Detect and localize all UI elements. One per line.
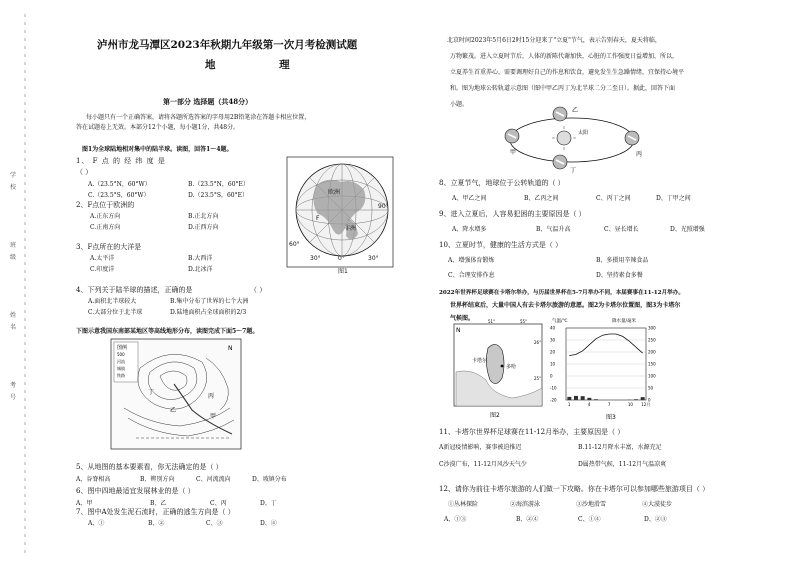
label-ding: 丁 xyxy=(148,389,155,396)
fig1-caption: 图1 xyxy=(338,268,348,274)
chart-temp-title: 气温/℃ xyxy=(552,319,568,324)
q11-option-d[interactable]: D属热带气候，11-12月气温凉爽 xyxy=(578,461,667,468)
temp-tick-label: -20 xyxy=(550,397,557,403)
precip-bar-3 xyxy=(581,396,585,400)
part1-heading: 第一部分 选择题（共48分） xyxy=(163,97,253,106)
q12-item: ①丛林探险 xyxy=(448,501,479,508)
q5-option-d[interactable]: D、坡镇分布 xyxy=(252,476,287,483)
q8-option-d[interactable]: D、丁甲之间 xyxy=(656,195,691,202)
fig2-qatar: 卡塔尔 xyxy=(472,358,488,364)
month-tick-label: 1 xyxy=(567,402,571,407)
q9-option-a[interactable]: A、降水增多 xyxy=(452,226,487,233)
fig2-lat-25: 25° xyxy=(534,376,542,381)
legend-title: 图例 xyxy=(117,345,128,351)
doha-dot xyxy=(501,365,504,368)
q2-option-a[interactable]: A.正东方向 xyxy=(90,213,121,220)
q11-option-a[interactable]: A新冠疫情影响，赛事被迫推迟 xyxy=(439,444,522,451)
label-jia: 甲 xyxy=(210,413,217,420)
binding-char: 名 xyxy=(10,324,17,331)
q11-option-c[interactable]: C沙漠广布，11-12月风沙天气少 xyxy=(439,461,527,468)
q8-option-a[interactable]: A、甲乙之间 xyxy=(452,195,487,202)
sun xyxy=(557,131,571,145)
q9-option-b[interactable]: B、气温升高 xyxy=(536,226,571,233)
precip-tick-label: 0 xyxy=(648,397,651,403)
q4-stem: 4、下列关于陆半球的描述，正确的是 xyxy=(76,286,193,294)
label-60: 60° xyxy=(289,241,300,248)
orbit-label-jia: 甲 xyxy=(510,149,517,156)
q12-item: ③沙地滑雪 xyxy=(576,501,607,508)
binding-char: 级 xyxy=(10,254,17,261)
chart-ticks-right xyxy=(648,326,656,403)
q2-option-d[interactable]: D.正西方向 xyxy=(188,224,219,231)
precip-tick-label: 150 xyxy=(648,361,656,367)
binding-char: 校 xyxy=(10,184,17,191)
precip-bar-11 xyxy=(634,399,638,400)
binding-dash-line xyxy=(22,14,28,554)
label-30: 30° xyxy=(310,255,321,262)
q2-option-c[interactable]: C.正南方向 xyxy=(90,224,121,231)
q6-option-d[interactable]: D、丁 xyxy=(260,500,277,507)
q12-item: ④大漠徒步 xyxy=(642,501,673,508)
q1-option-a[interactable]: A.（23.5°N，60°W） xyxy=(88,181,151,188)
q6-stem: 6、图中四地最适宜发展林业的是（ ） xyxy=(76,487,195,495)
fig2-north: N xyxy=(456,327,461,334)
instructions-line: 每小题只有一个正确答案，请将各题所选答案的字母用2B铅笔涂在答题卡相应位置， xyxy=(86,114,311,121)
q11-option-b[interactable]: B.11-12月降水丰富，水源充足 xyxy=(578,444,662,451)
orbit-label-ding: 丁 xyxy=(570,167,577,174)
precip-tick-label: 250 xyxy=(648,337,656,343)
label-0: 0° xyxy=(338,255,345,262)
orbit-label-bing: 丙 xyxy=(636,151,643,158)
label-90: 90° xyxy=(378,203,389,210)
label-europe: 洲 xyxy=(334,189,341,196)
q10-stem: 10、立夏时节，健康的生活方式是（ ） xyxy=(439,241,563,249)
q6-option-a[interactable]: A、甲 xyxy=(76,500,93,507)
chart-grid xyxy=(566,328,646,400)
chart-bars xyxy=(567,396,644,400)
q7-option-d[interactable]: D、④ xyxy=(260,520,277,527)
orbit-label-yi: 乙 xyxy=(572,107,579,114)
page-title: 泸州市龙马潭区2023年秋期九年级第一次月考检测试题 xyxy=(97,39,358,51)
contour-map xyxy=(110,338,242,450)
legend-rail: 铁路 xyxy=(117,373,125,378)
passage1-line: 和。图为地球公转轨道示意图（图中甲乙丙丁为北半球二分二至日）。据此，回答下面 xyxy=(450,85,676,92)
q6-option-b[interactable]: B、乙 xyxy=(150,500,167,507)
q3-stem: 3、F点所在的大洋是 xyxy=(76,243,142,251)
q3-option-a[interactable]: A.太平洋 xyxy=(90,255,115,262)
q11-stem: 11、卡塔尔世界杯足球赛在11-12月举办，主要原因是（ ） xyxy=(439,428,625,436)
q8-option-b[interactable]: B、乙丙之间 xyxy=(524,195,559,202)
month-tick-label: 10 xyxy=(627,402,633,407)
q6-option-c[interactable]: C、丙 xyxy=(210,500,227,507)
fig1-intro: 图1为全球陆地相对集中的陆半球。读图，回答1～4题。 xyxy=(82,146,233,153)
fig1-globe xyxy=(286,156,394,274)
chart-ticks-x xyxy=(568,401,650,407)
q2-stem: 2、F点位于欧洲的 xyxy=(76,201,135,209)
q10-option-a[interactable]: A、增强体育锻炼 xyxy=(448,257,495,264)
instructions-line: 答在试题卷上无效。本部分12个小题，每小题1分，共48分。 xyxy=(76,124,240,131)
label-bing: 丙 xyxy=(208,393,215,400)
q5-option-a[interactable]: A、谷脊相高 xyxy=(76,476,111,483)
fig2-lat-26: 26° xyxy=(534,340,542,345)
precip-tick-label: 200 xyxy=(648,349,656,355)
legend-500: 500 xyxy=(117,352,125,357)
binding-char: 姓 xyxy=(10,312,17,319)
q8-option-c[interactable]: C、丙丁之间 xyxy=(596,195,631,202)
passage1-line: 小题。 xyxy=(450,101,469,108)
legend-town: 城镇 xyxy=(117,366,125,371)
q5-option-b[interactable]: B、辨别方向 xyxy=(140,476,175,483)
passage2-line: 世界杯结束后，大量中国人有去卡塔尔旅游的意愿。图2为卡塔尔位置图，图3为卡塔尔 xyxy=(450,302,681,309)
fig3-climate-chart xyxy=(548,316,666,420)
subject-title: 地 理 xyxy=(205,59,320,71)
q4-paren: （ ） xyxy=(250,286,267,294)
q8-stem: 8、立夏节气，地球位于公转轨道的（ ） xyxy=(439,179,565,187)
earth-positions xyxy=(505,107,639,169)
label-africa: 洲 xyxy=(350,225,357,232)
label-30e: 30° xyxy=(368,255,379,262)
q1-option-b[interactable]: B.（23.5°N，60°E） xyxy=(188,181,249,188)
q10-option-d[interactable]: D、坚持素食多餐 xyxy=(596,272,643,279)
q12-option-d[interactable]: D、②③ xyxy=(644,516,667,523)
fig2-lon-55: 55° xyxy=(520,319,528,324)
sun-label: 太阳 xyxy=(578,130,589,136)
q4-option-c[interactable]: C.大部分位于北半球 xyxy=(88,309,143,316)
passage1-line: 万物繁茂。进入立夏时节后，人体的新陈代谢加快，心脏的工作强度日益增加，所以， xyxy=(450,53,679,60)
month-tick-label: 12月 xyxy=(641,402,651,407)
q2-option-b[interactable]: B.正北方向 xyxy=(188,213,219,220)
binding-char: 学 xyxy=(10,172,17,179)
passage2-line: 2022年世界杯足球赛在卡塔尔举办，与历届世界杯在5-7月举办不同，本届赛事在11-12月举办。 xyxy=(439,290,684,296)
q9-stem: 9、进入立夏后，人容易犯困的主要原因是（ ） xyxy=(439,210,586,218)
orbit-diagram xyxy=(498,104,646,174)
precip-bar-5 xyxy=(594,399,598,400)
precip-bar-1 xyxy=(567,397,571,400)
north-arrow: N xyxy=(228,345,233,352)
binding-char: 班 xyxy=(10,242,17,249)
month-tick-label: 7 xyxy=(607,402,611,407)
month-tick-label: 4 xyxy=(587,402,591,407)
q7-option-c[interactable]: C、③ xyxy=(206,520,223,527)
q5-stem: 5、从地图的基本要素看，你无法确定的是（ ） xyxy=(76,463,223,471)
precip-bar-2 xyxy=(574,396,578,400)
q10-option-c[interactable]: C、合理安排作息 xyxy=(448,272,495,279)
label-europe: 欧 xyxy=(328,189,335,196)
temp-tick-label: -10 xyxy=(550,385,557,391)
q10-option-b[interactable]: B、多摄用辛辣食品 xyxy=(596,257,649,264)
passage2-line: 气候图。 xyxy=(450,315,475,322)
q12-option-a[interactable]: A、①③ xyxy=(444,516,467,523)
map-intro: 下图示意我国东南部某地区等高线地形分布，读图完成下面5～7题。 xyxy=(76,328,259,335)
temp-tick-label: 40 xyxy=(550,325,556,331)
fig2-caption: 图2 xyxy=(490,412,500,419)
fig2-qatar-map xyxy=(452,318,546,420)
q12-stem: 12、请你为前往卡塔尔旅游的人们做一下攻略。你在卡塔尔可以参加哪些旅游项目（ ） xyxy=(439,485,710,493)
fig3-caption: 图3 xyxy=(606,414,616,420)
q1-option-c[interactable]: C.（23.5°S，60°W） xyxy=(88,192,150,199)
q3-option-c[interactable]: C.印度洋 xyxy=(90,266,115,273)
orbit-ellipse xyxy=(510,118,634,162)
q7-stem: 7、图中A处发生泥石流时，正确的逃生方向是（ ） xyxy=(76,508,235,516)
q1-stem: 1、 F 点 的 经 纬 度 是 xyxy=(76,157,166,165)
chart-precip-title: 降水量/毫米 xyxy=(612,319,637,324)
passage1-line: 北京时间2023年5月6日2时15分迎来了"立夏"节气，表示告别春天，夏天将临， xyxy=(447,37,661,44)
precip-bar-12 xyxy=(641,397,645,400)
q12-option-b[interactable]: B、②④ xyxy=(516,516,539,523)
q12-option-c[interactable]: C、①④ xyxy=(578,516,601,523)
binding-char: 号 xyxy=(10,394,17,401)
q1-option-d[interactable]: D.（23.5°S，60°E） xyxy=(188,192,248,199)
temp-tick-label: 0 xyxy=(550,373,553,379)
q4-option-a[interactable]: A.面积北半球较大 xyxy=(88,298,137,305)
label-yi: 乙 xyxy=(170,407,177,414)
fig2-doha: 多哈 xyxy=(506,364,517,370)
q5-option-c[interactable]: C、河流流向 xyxy=(196,476,231,483)
label-africa: 非 xyxy=(344,225,351,232)
temp-tick-label: 20 xyxy=(550,349,556,355)
precip-bar-4 xyxy=(587,398,591,400)
q9-option-d[interactable]: D、光照增强 xyxy=(670,226,705,233)
fig2-lon-51: 51° xyxy=(488,319,496,324)
label-f: F xyxy=(316,215,320,222)
temp-tick-label: 10 xyxy=(550,361,556,367)
legend-river: 河流 xyxy=(117,359,125,364)
passage1-line: 立夏养生首重养心，需要调理好自己的作息和饮食，避免发生生急躁情绪，宜保持心境平 xyxy=(450,69,685,76)
qatar-shape xyxy=(486,344,504,383)
q7-option-b[interactable]: B、② xyxy=(148,520,165,527)
chart-ticks-left xyxy=(550,326,557,403)
q1-paren: （ ） xyxy=(76,168,93,176)
q3-option-d[interactable]: D.北冰洋 xyxy=(188,266,213,273)
q4-option-b[interactable]: B.集中分布了世界的七个大洲 xyxy=(170,298,249,305)
q4-option-d[interactable]: D.陆地面积占全球面积的2/3 xyxy=(170,309,247,316)
q3-option-b[interactable]: B.大西洋 xyxy=(188,255,213,262)
q12-item: ②海滨游泳 xyxy=(510,501,541,508)
earth-shading xyxy=(508,112,636,164)
precip-tick-label: 100 xyxy=(648,373,656,379)
q9-option-c[interactable]: C、昼长增长 xyxy=(604,226,639,233)
binding-char: 考 xyxy=(10,382,17,389)
precip-tick-label: 300 xyxy=(648,325,656,331)
q7-option-a[interactable]: A、① xyxy=(88,520,105,527)
precip-tick-label: 50 xyxy=(648,385,654,391)
temperature-line xyxy=(569,334,642,356)
temp-tick-label: 30 xyxy=(550,337,556,343)
